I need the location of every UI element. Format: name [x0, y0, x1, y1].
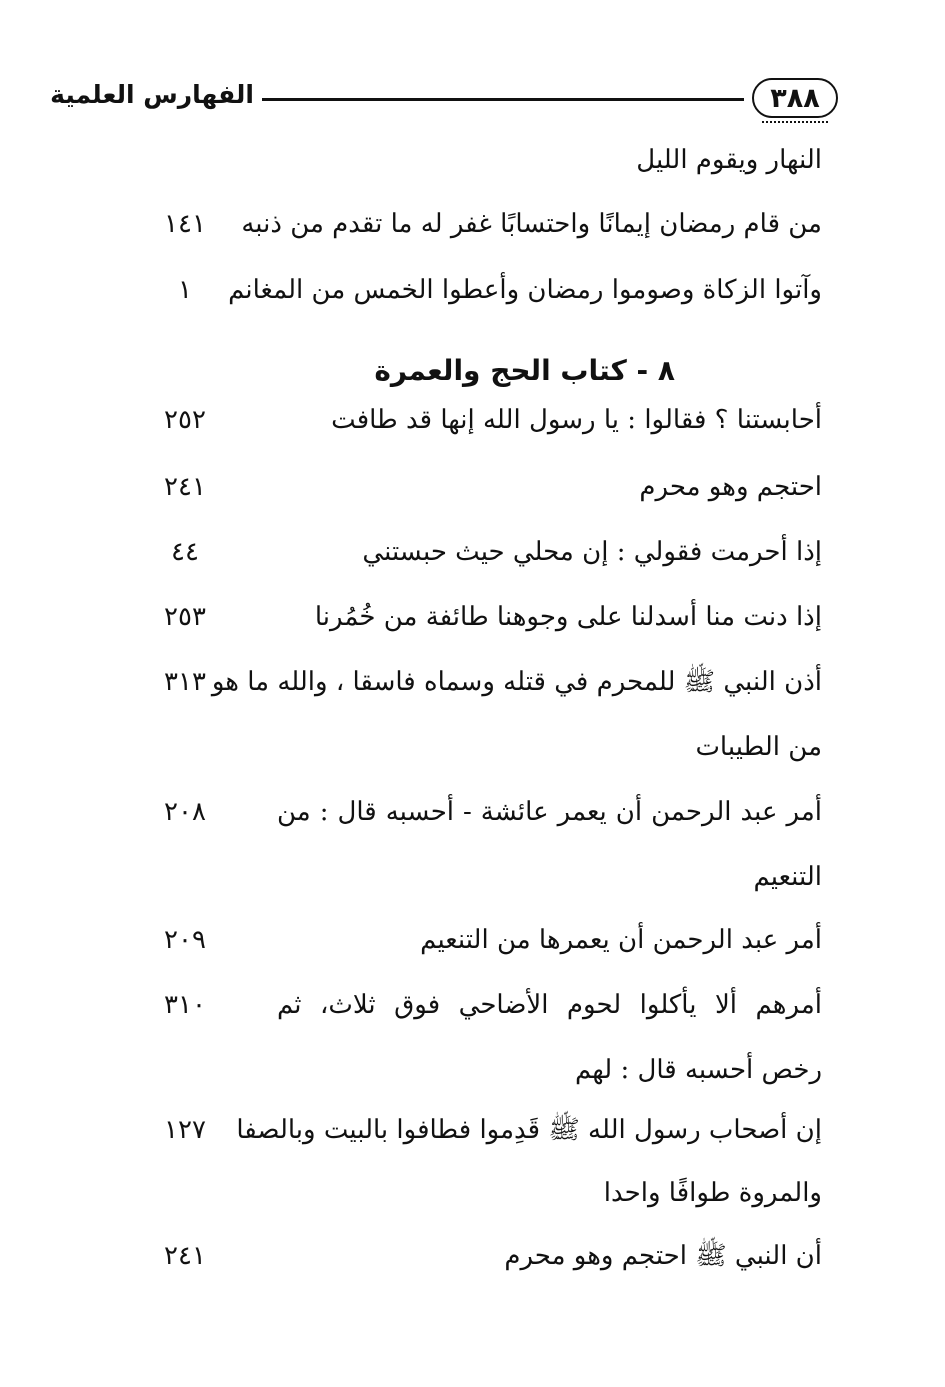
index-entry-page: ١٢٧ — [164, 1115, 206, 1145]
index-entry-continuation: رخص أحسبه قال : لهم — [574, 1055, 822, 1085]
index-entry-page: ١٤١ — [164, 209, 206, 239]
index-entry-text: إن أصحاب رسول الله ﷺ قَدِموا فطافوا بالبيت وبالصفا — [236, 1115, 822, 1145]
index-entry-page: ٢٠٨ — [164, 797, 206, 827]
index-entry-text: أمر عبد الرحمن أن يعمرها من التنعيم — [420, 925, 822, 955]
index-entry-page: ٢٤١ — [164, 472, 206, 502]
index-entry-page: ٢٠٩ — [164, 925, 206, 955]
index-entry-page: ٢٤١ — [164, 1241, 206, 1271]
index-entry-text: إذا أحرمت فقولي : إن محلي حيث حبستني — [362, 537, 822, 567]
index-entry-continuation: التنعيم — [753, 862, 822, 892]
index-entry-page: ٢٥٢ — [164, 405, 206, 435]
page-number-badge: ٣٨٨ — [752, 78, 838, 118]
index-entry-text: من قام رمضان إيمانًا واحتسابًا غفر له ما تقدم من ذنبه — [241, 209, 822, 239]
index-entry-text: أمر عبد الرحمن أن يعمر عائشة - أحسبه قال : من — [277, 797, 822, 827]
section-title: ٨ - كتاب الحج والعمرة — [374, 354, 675, 387]
index-entry-text: أذن النبي ﷺ للمحرم في قتله وسماه فاسقا ، والله ما هو — [211, 667, 822, 697]
index-entry-continuation: من الطيبات — [695, 732, 822, 762]
index-entry-text: احتجم وهو محرم — [639, 472, 822, 502]
index-entry-text: النهار ويقوم الليل — [636, 145, 822, 175]
running-title: الفهارس العلمية — [50, 80, 254, 109]
index-entry-continuation: والمروة طوافًا واحدا — [603, 1178, 822, 1208]
index-entry-page: ١ — [178, 275, 192, 305]
index-entry-page: ٣١٠ — [164, 990, 206, 1020]
index-entry-text: أمرهم ألا يأكلوا لحوم الأضاحي فوق ثلاث، ثم — [277, 990, 822, 1020]
index-entry-text: أن النبي ﷺ احتجم وهو محرم — [504, 1241, 822, 1271]
index-entry-page: ٢٥٣ — [164, 602, 206, 632]
index-entry-text: وآتوا الزكاة وصوموا رمضان وأعطوا الخمس من المغانم — [228, 275, 822, 305]
index-entry-text: أحابستنا ؟ فقالوا : يا رسول الله إنها قد طافت — [331, 405, 822, 435]
index-entry-page: ٣١٣ — [164, 667, 206, 697]
index-entry-page: ٤٤ — [171, 537, 199, 567]
index-entry-text: إذا دنت منا أسدلنا على وجوهنا طائفة من خُمُرنا — [314, 602, 822, 632]
